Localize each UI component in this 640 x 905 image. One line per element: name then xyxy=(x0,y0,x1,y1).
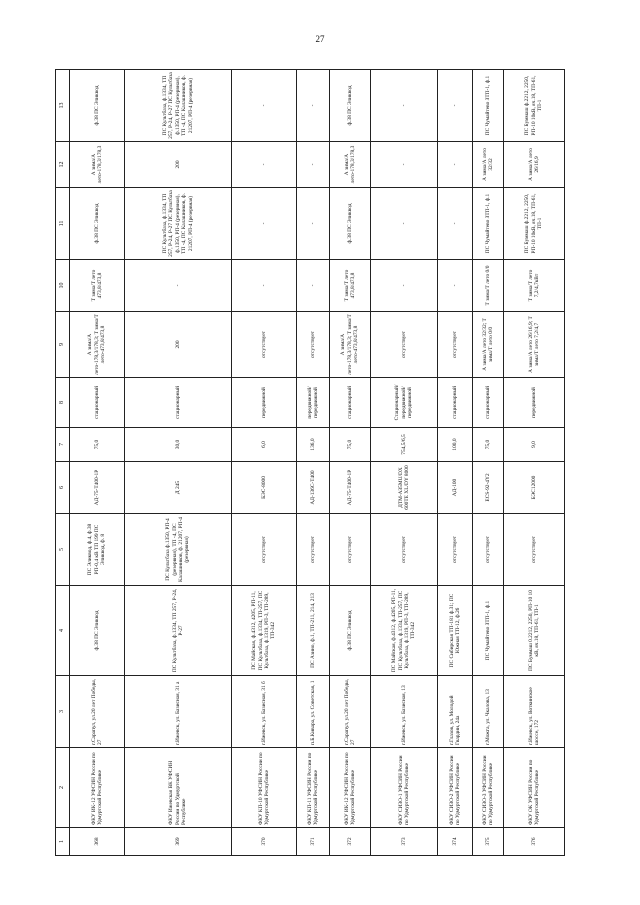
header-cell: 9 xyxy=(56,312,70,378)
feeder-cell: ПС Чумайтево ЗТП-1, ф.1 xyxy=(473,188,504,260)
table-row xyxy=(504,70,565,856)
generator-power-cell: 100,0 xyxy=(438,428,473,462)
load-a-cell: А зима/А лето 32/32 xyxy=(473,142,504,188)
generator-model-cell: АД-75-Т400-1Р xyxy=(330,462,371,514)
feeder-cell: - xyxy=(371,70,438,142)
address-cell: г.Сарапул, ул.20 лет Победы, 27 xyxy=(330,676,371,748)
generator-power-cell: 9,0 xyxy=(504,428,565,462)
table-row xyxy=(297,70,330,856)
load-t-cell: - xyxy=(297,260,330,312)
feeder-cell: ПС Культбаза, ф.1334, ТП 257, Р-24, Р-27 ПС Культбаза ф.1350, РП-4 (резервная), ТП -4, ПС Калашников, ф. 21207, РП-4 (резервная) xyxy=(125,188,232,260)
load-t-cell: - xyxy=(232,260,297,312)
row-number-cell: 371 xyxy=(297,828,330,856)
feeder-cell: - xyxy=(232,188,297,260)
reserve-source-cell: отсутствует xyxy=(371,514,438,586)
feeder-cell: ф.38 ПС Эликвод xyxy=(70,188,125,260)
organization-cell: ФКУ СИЗО-3 УФСИН России по Удмуртской Республике xyxy=(473,748,504,828)
facility-table xyxy=(55,69,565,856)
reserve-source-cell: отсутствует xyxy=(330,514,371,586)
load-a-cell: А зима/А лето-178,3/178,3 xyxy=(330,142,371,188)
generator-power-cell: 6,0 xyxy=(232,428,297,462)
load-cell: отсутствует xyxy=(371,312,438,378)
generator-model-cell: БЭС12000 xyxy=(504,462,565,514)
table-row xyxy=(70,70,125,856)
page-number: 27 xyxy=(315,34,325,44)
organization-cell: ФКУ ИК-12 УФСИН России по Удмуртской Республике xyxy=(70,748,125,828)
organization-cell: ФКУ ОК УФСИН России по Удмуртской Республике xyxy=(504,748,565,828)
load-cell: отсутствует xyxy=(232,312,297,378)
organization-cell: ФКУ ИК-12 УФСИН России по Удмуртской Республике xyxy=(330,748,371,828)
load-a-cell: 200 xyxy=(125,142,232,188)
header-cell: 10 xyxy=(56,260,70,312)
load-t-cell: Т зима/Т лето 7,2/4,7кВт xyxy=(504,260,565,312)
generator-model-cell: ECS-92-4Y2 xyxy=(473,462,504,514)
generator-power-cell: 30,0 xyxy=(125,428,232,462)
reserve-source-cell: отсутствует xyxy=(297,514,330,586)
feeder-cell: ПС Буммаш ф.2212, 2250, РП-10 10кВ, яч.18, ТП-61, ТП-1 xyxy=(504,188,565,260)
generator-model-cell: ДТМ-АЗ5МU/DX 600ТЕ XL/DY 8000 xyxy=(371,462,438,514)
feeder-cell: ПС Культбаза, ф.1334, ТП 257, Р-24, Р-27 ПС Культбаза ф.1350, РП-4 (резервная), ТП -4, ПС Калашников, ф. 21207, РП-4 (резервная) xyxy=(125,70,232,142)
power-source-cell: ПС Азино, ф.1, ТП-211, 214, 213 xyxy=(297,586,330,676)
generator-model-cell: АД-75-Т400-1Р xyxy=(70,462,125,514)
power-source-cell: ф.38 ПС Эликвод xyxy=(70,586,125,676)
load-a-cell: - xyxy=(232,142,297,188)
power-source-cell: ф.38 ПС Эликвод xyxy=(330,586,371,676)
row-number-cell: 370 xyxy=(232,828,297,856)
generator-model-cell: Д 245 xyxy=(125,462,232,514)
power-source-cell: ПС Майская, ф.4312, ф.4205, РП-11, ПС Культбаза, ф.1334, ТП-257, ПС Культбаза, ф.1319, РП-3, ТП-289, ТП-342 xyxy=(371,586,438,676)
feeder-cell: ПС Чумайтево ЗТП-1, ф.1 xyxy=(473,70,504,142)
row-number-cell: 376 xyxy=(504,828,565,856)
power-source-cell: ПС Сибирская ТП-181 ф.31; ПС Южная ТП-12, ф.26 xyxy=(438,586,473,676)
header-cell: 7 xyxy=(56,428,70,462)
header-row xyxy=(56,70,70,856)
load-t-cell: Т зима/Т лето 0/0 xyxy=(473,260,504,312)
header-cell: 5 xyxy=(56,514,70,586)
table-row xyxy=(438,70,473,856)
load-t-cell: Т зима/Т лето 473,8/473,8 xyxy=(330,260,371,312)
generator-model-cell: БЭС-8000 xyxy=(232,462,297,514)
load-a-cell: - xyxy=(371,142,438,188)
header-cell: 13 xyxy=(56,70,70,142)
load-t-cell: - xyxy=(371,260,438,312)
reserve-source-cell: отсутствует xyxy=(232,514,297,586)
generator-type-cell: стационарный xyxy=(473,378,504,428)
load-cell: А зима/А лето 32/32; Т зима/Т лето 0/0 xyxy=(473,312,504,378)
address-cell: г.Ижевск, ул. Воткинское шоссе, 172 xyxy=(504,676,565,748)
address-cell: п.Б.Кивара, ул. Советская, 1 xyxy=(297,676,330,748)
organization-cell: ФКУ Ижевская ВК УФСИН России по Удмуртской Республике xyxy=(125,748,232,828)
load-cell: отсутствует xyxy=(438,312,473,378)
feeder-cell: ф.38 ПС Эликвод xyxy=(70,70,125,142)
row-number-cell: 375 xyxy=(473,828,504,856)
feeder-cell: - xyxy=(297,70,330,142)
power-source-cell: ПС Культбаза, ф.1334, ТП 257, Р-24, Р-27 xyxy=(125,586,232,676)
generator-power-cell: 136,0 xyxy=(297,428,330,462)
load-a-cell: А зима/А лето-178,3/178,3 xyxy=(70,142,125,188)
row-number-cell: 372 xyxy=(330,828,371,856)
load-cell: А зима/А лето-178,3/178,3; Т зима/Т лето-473,8/473,8 xyxy=(330,312,371,378)
feeder-cell: - xyxy=(438,188,473,260)
address-cell: г.Ижевск, ул. Базисная, 13 xyxy=(371,676,438,748)
reserve-source-cell: отсутствует xyxy=(438,514,473,586)
load-cell: отсутствует xyxy=(297,312,330,378)
load-cell: А зима/А лето 26/16,9; Т зима/Т лето 7,2/4,7 xyxy=(504,312,565,378)
generator-type-cell: передвижной xyxy=(504,378,565,428)
table-row xyxy=(473,70,504,856)
reserve-source-cell: ПС Эликвод, ф.4, ф.38 РП-0,4 кВ ТП 199 ПС Эликвод, ф. 8 xyxy=(70,514,125,586)
table-row xyxy=(371,70,438,856)
load-a-cell: - xyxy=(297,142,330,188)
organization-cell: ФКУ КП-10 УФСИН России по Удмуртской Республике xyxy=(232,748,297,828)
load-t-cell: Т зима/Т лето 473,8/473,8 xyxy=(70,260,125,312)
power-source-cell: ПС Чумайтево ЗТП-1, ф.1 xyxy=(473,586,504,676)
address-cell: г.Можга, ул. Чкалова, 13 xyxy=(473,676,504,748)
header-cell: 11 xyxy=(56,188,70,260)
generator-model-cell: АД-136С-Т400 xyxy=(297,462,330,514)
generator-power-cell: 75,0 xyxy=(330,428,371,462)
feeder-cell: - xyxy=(297,188,330,260)
organization-cell: ФКУ КП-11 УФСИН России по Удмуртской Республике xyxy=(297,748,330,828)
power-source-cell: ПС Майская, ф.4312, 4205, РП-11, ПС Культбаза, ф.1334, ТП-257, ПС Культбаза, ф.1319, РП-3, ТП-289, ТП-342 xyxy=(232,586,297,676)
row-number-cell: 368 xyxy=(70,828,125,856)
generator-type-cell: стационарный xyxy=(438,378,473,428)
reserve-source-cell: отсутствует xyxy=(473,514,504,586)
feeder-cell: - xyxy=(371,188,438,260)
row-number-cell: 369 xyxy=(125,828,232,856)
rotated-table-container xyxy=(55,70,583,856)
load-cell: 200 xyxy=(125,312,232,378)
header-cell: 6 xyxy=(56,462,70,514)
generator-model-cell: АД-100 xyxy=(438,462,473,514)
row-number-cell: 373 xyxy=(371,828,438,856)
generator-type-cell: передвижной/передвижной xyxy=(297,378,330,428)
header-cell: 2 xyxy=(56,748,70,828)
feeder-cell: ПС Буммаш ф.2212, 2250, РП-10 10кВ, яч.18, ТП-61, ТП-1 xyxy=(504,70,565,142)
header-cell: 8 xyxy=(56,378,70,428)
load-a-cell: - xyxy=(438,142,473,188)
address-cell: г.Глазов, ул. Молодой Гвардии, 24а xyxy=(438,676,473,748)
header-cell: 4 xyxy=(56,586,70,676)
reserve-source-cell: отсутствует xyxy=(504,514,565,586)
address-cell: г.Сарапул, ул.20 лет Победы, 27 xyxy=(70,676,125,748)
load-t-cell: - xyxy=(438,260,473,312)
organization-cell: ФКУ СИЗО-2 УФСИН России по Удмуртской Республике xyxy=(438,748,473,828)
reserve-source-cell: ПС Культбаза ф.1350, РП-4 (резервная), ТП -4, ПС Калашников, ф. 21207, РП-4 (резервная) xyxy=(125,514,232,586)
generator-type-cell: передвижной xyxy=(232,378,297,428)
header-cell: 3 xyxy=(56,676,70,748)
feeder-cell: ф.38 ПС Эликвод xyxy=(330,70,371,142)
generator-type-cell: стационарный xyxy=(70,378,125,428)
feeder-cell: - xyxy=(438,70,473,142)
load-a-cell: А зима/А лето 26/16,9 xyxy=(504,142,565,188)
generator-power-cell: 75,0 xyxy=(70,428,125,462)
power-source-cell: ПС Буммаш 0.2212, 2250, РП-10 10 кВ, яч.18, ТП-61, ТП-1 xyxy=(504,586,565,676)
address-cell: г.Ижевск, ул. Базисная, 31 б xyxy=(232,676,297,748)
generator-power-cell: 75,0 xyxy=(473,428,504,462)
row-number-cell: 374 xyxy=(438,828,473,856)
table-row xyxy=(330,70,371,856)
load-t-cell: - xyxy=(125,260,232,312)
header-cell: 12 xyxy=(56,142,70,188)
table-row xyxy=(125,70,232,856)
generator-power-cell: 754,5/6,5 xyxy=(371,428,438,462)
generator-type-cell: Стационарный/передвижной/передвижной xyxy=(371,378,438,428)
generator-type-cell: стационарный xyxy=(330,378,371,428)
organization-cell: ФКУ СИЗО-1 УФСИН России по Удмуртской Республике xyxy=(371,748,438,828)
generator-type-cell: стационарный xyxy=(125,378,232,428)
table-row xyxy=(232,70,297,856)
address-cell: г.Ижевск, ул. Базисная, 31 а xyxy=(125,676,232,748)
load-cell: А зима/А лето-178,3/178,3; Т зима/Т лето-473,8/473,8 xyxy=(70,312,125,378)
feeder-cell: ф.38 ПС Эликвод xyxy=(330,188,371,260)
header-cell: 1 xyxy=(56,828,70,856)
feeder-cell: - xyxy=(232,70,297,142)
